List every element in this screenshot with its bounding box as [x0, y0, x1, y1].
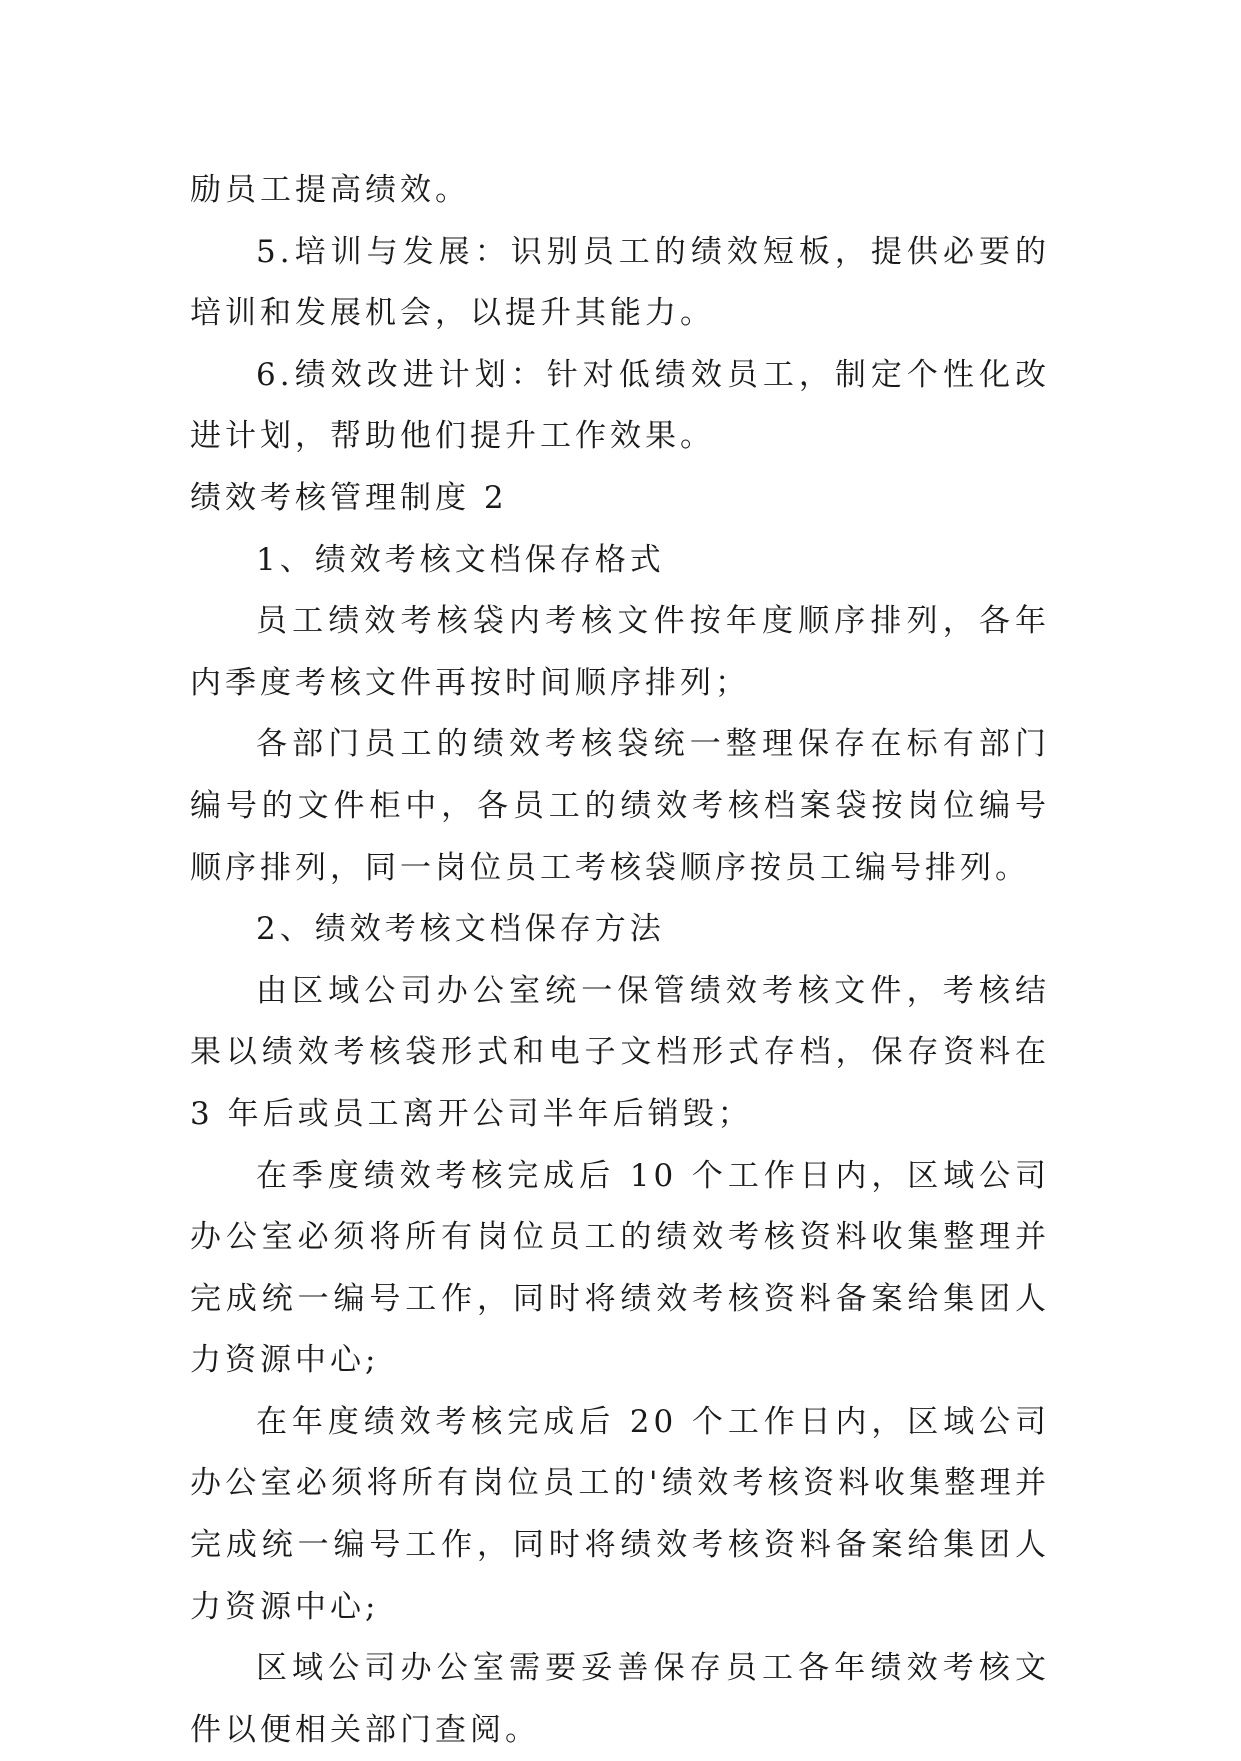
- paragraph-retention: 区域公司办公室需要妥善保存员工各年绩效考核文件以便相关部门查阅。: [190, 1650, 1050, 1748]
- section-title: 绩效考核管理制度 2: [190, 479, 508, 516]
- paragraph-cabinet-storage: 各部门员工的绩效考核袋统一整理保存在标有部门编号的文件柜中，各员工的绩效考核档案袋按岗位编号顺序排列，同一岗位员工考核袋顺序按员工编号排列。: [190, 726, 1050, 886]
- document-body: [190, 160, 1050, 1761]
- paragraph-custody: 由区域公司办公室统一保管绩效考核文件，考核结果以绩效考核袋形式和电子文档形式存档，保存资料在 3 年后或员工离开公司半年后销毁；: [190, 972, 1050, 1132]
- paragraph-quarterly: 在季度绩效考核完成后 10 个工作日内，区域公司办公室必须将所有岗位员工的绩效考核资料收集整理并完成统一编号工作，同时将绩效考核资料备案给集团人力资源中心;: [190, 1157, 1050, 1379]
- list-item-training: 5.培训与发展：识别员工的绩效短板，提供必要的培训和发展机会，以提升其能力。: [190, 233, 1050, 332]
- subsection-title-method: 2、绩效考核文档保存方法: [256, 911, 665, 948]
- list-item-improvement-plan: 6.绩效改进计划：针对低绩效员工，制定个性化改进计划，帮助他们提升工作效果。: [190, 356, 1050, 455]
- subsection-title-format: 1、绩效考核文档保存格式: [256, 541, 665, 578]
- paragraph-annual: 在年度绩效考核完成后 20 个工作日内，区域公司办公室必须将所有岗位员工的'绩效考核资料收集整理并完成统一编号工作，同时将绩效考核资料备案给集团人力资源中心;: [190, 1403, 1050, 1625]
- paragraph-file-order: 员工绩效考核袋内考核文件按年度顺序排列，各年内季度考核文件再按时间顺序排列；: [190, 603, 1050, 701]
- paragraph-continuation: 励员工提高绩效。: [190, 172, 470, 208]
